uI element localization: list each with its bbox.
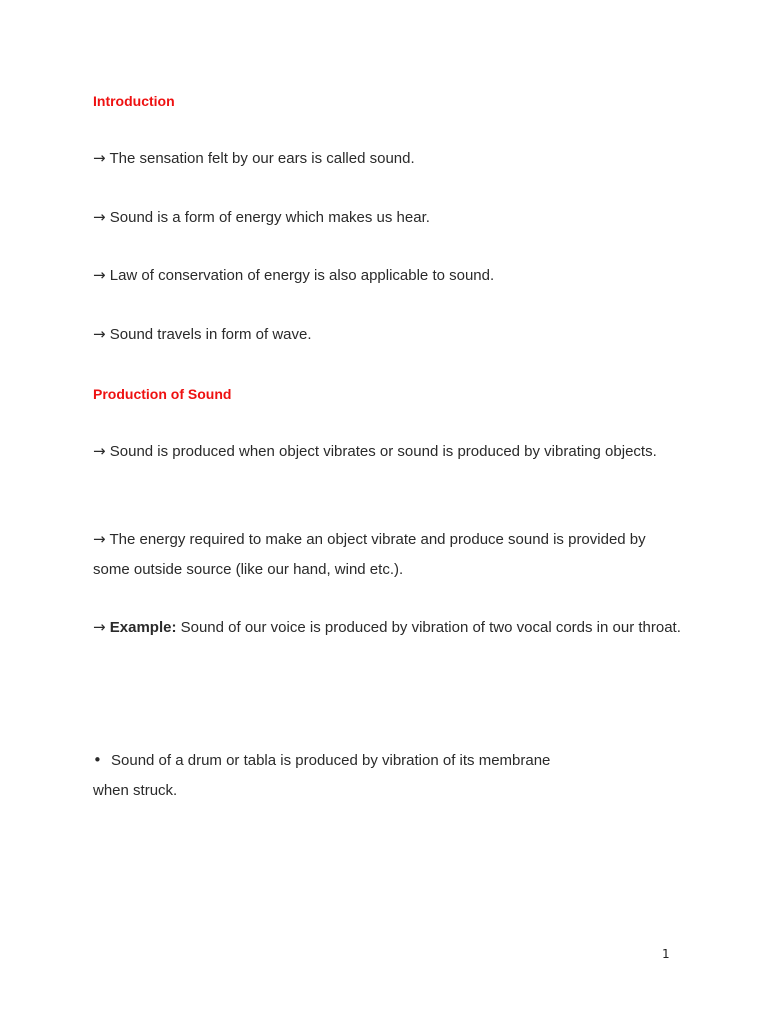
arrow-icon: → xyxy=(93,442,106,460)
production-point-2 xyxy=(93,525,683,584)
arrow-icon: → xyxy=(93,208,106,226)
arrow-icon: → xyxy=(93,530,106,548)
arrow-icon: → xyxy=(93,325,106,343)
bullet-item xyxy=(93,746,683,805)
bullet-text-line2: when struck. xyxy=(93,781,178,799)
section-heading-production-of-sound: Production of Sound xyxy=(93,386,232,402)
intro-point-text: Law of conservation of energy is also applicable to sound. xyxy=(109,267,495,284)
section-heading-introduction: Introduction xyxy=(93,93,175,109)
production-point-1 xyxy=(93,437,683,467)
page-number: 1 xyxy=(662,947,670,961)
example-label: Example: xyxy=(109,619,177,636)
intro-point-4 xyxy=(93,320,683,350)
bullet-icon: • xyxy=(93,751,102,769)
example-text: Sound of our voice is produced by vibration of two vocal cords in our throat. xyxy=(176,619,681,636)
arrow-icon: → xyxy=(93,149,106,167)
production-point-text: Sound is produced when object vibrates or sound is produced by vibrating objects. xyxy=(109,443,657,460)
intro-point-text: Sound is a form of energy which makes us hear. xyxy=(109,209,430,226)
bullet-text-line1: Sound of a drum or tabla is produced by vibration of its membrane xyxy=(111,752,551,769)
intro-point-1 xyxy=(93,144,683,174)
intro-point-2 xyxy=(93,203,683,233)
arrow-icon: → xyxy=(93,618,106,636)
production-point-text: The energy required to make an object vibrate and produce sound is provided by some outside source (like our hand, wind etc.). xyxy=(93,531,646,578)
example-paragraph xyxy=(93,613,683,643)
intro-point-text: Sound travels in form of wave. xyxy=(109,326,312,343)
intro-point-text: The sensation felt by our ears is called sound. xyxy=(109,150,415,167)
intro-point-3 xyxy=(93,261,683,291)
arrow-icon: → xyxy=(93,266,106,284)
